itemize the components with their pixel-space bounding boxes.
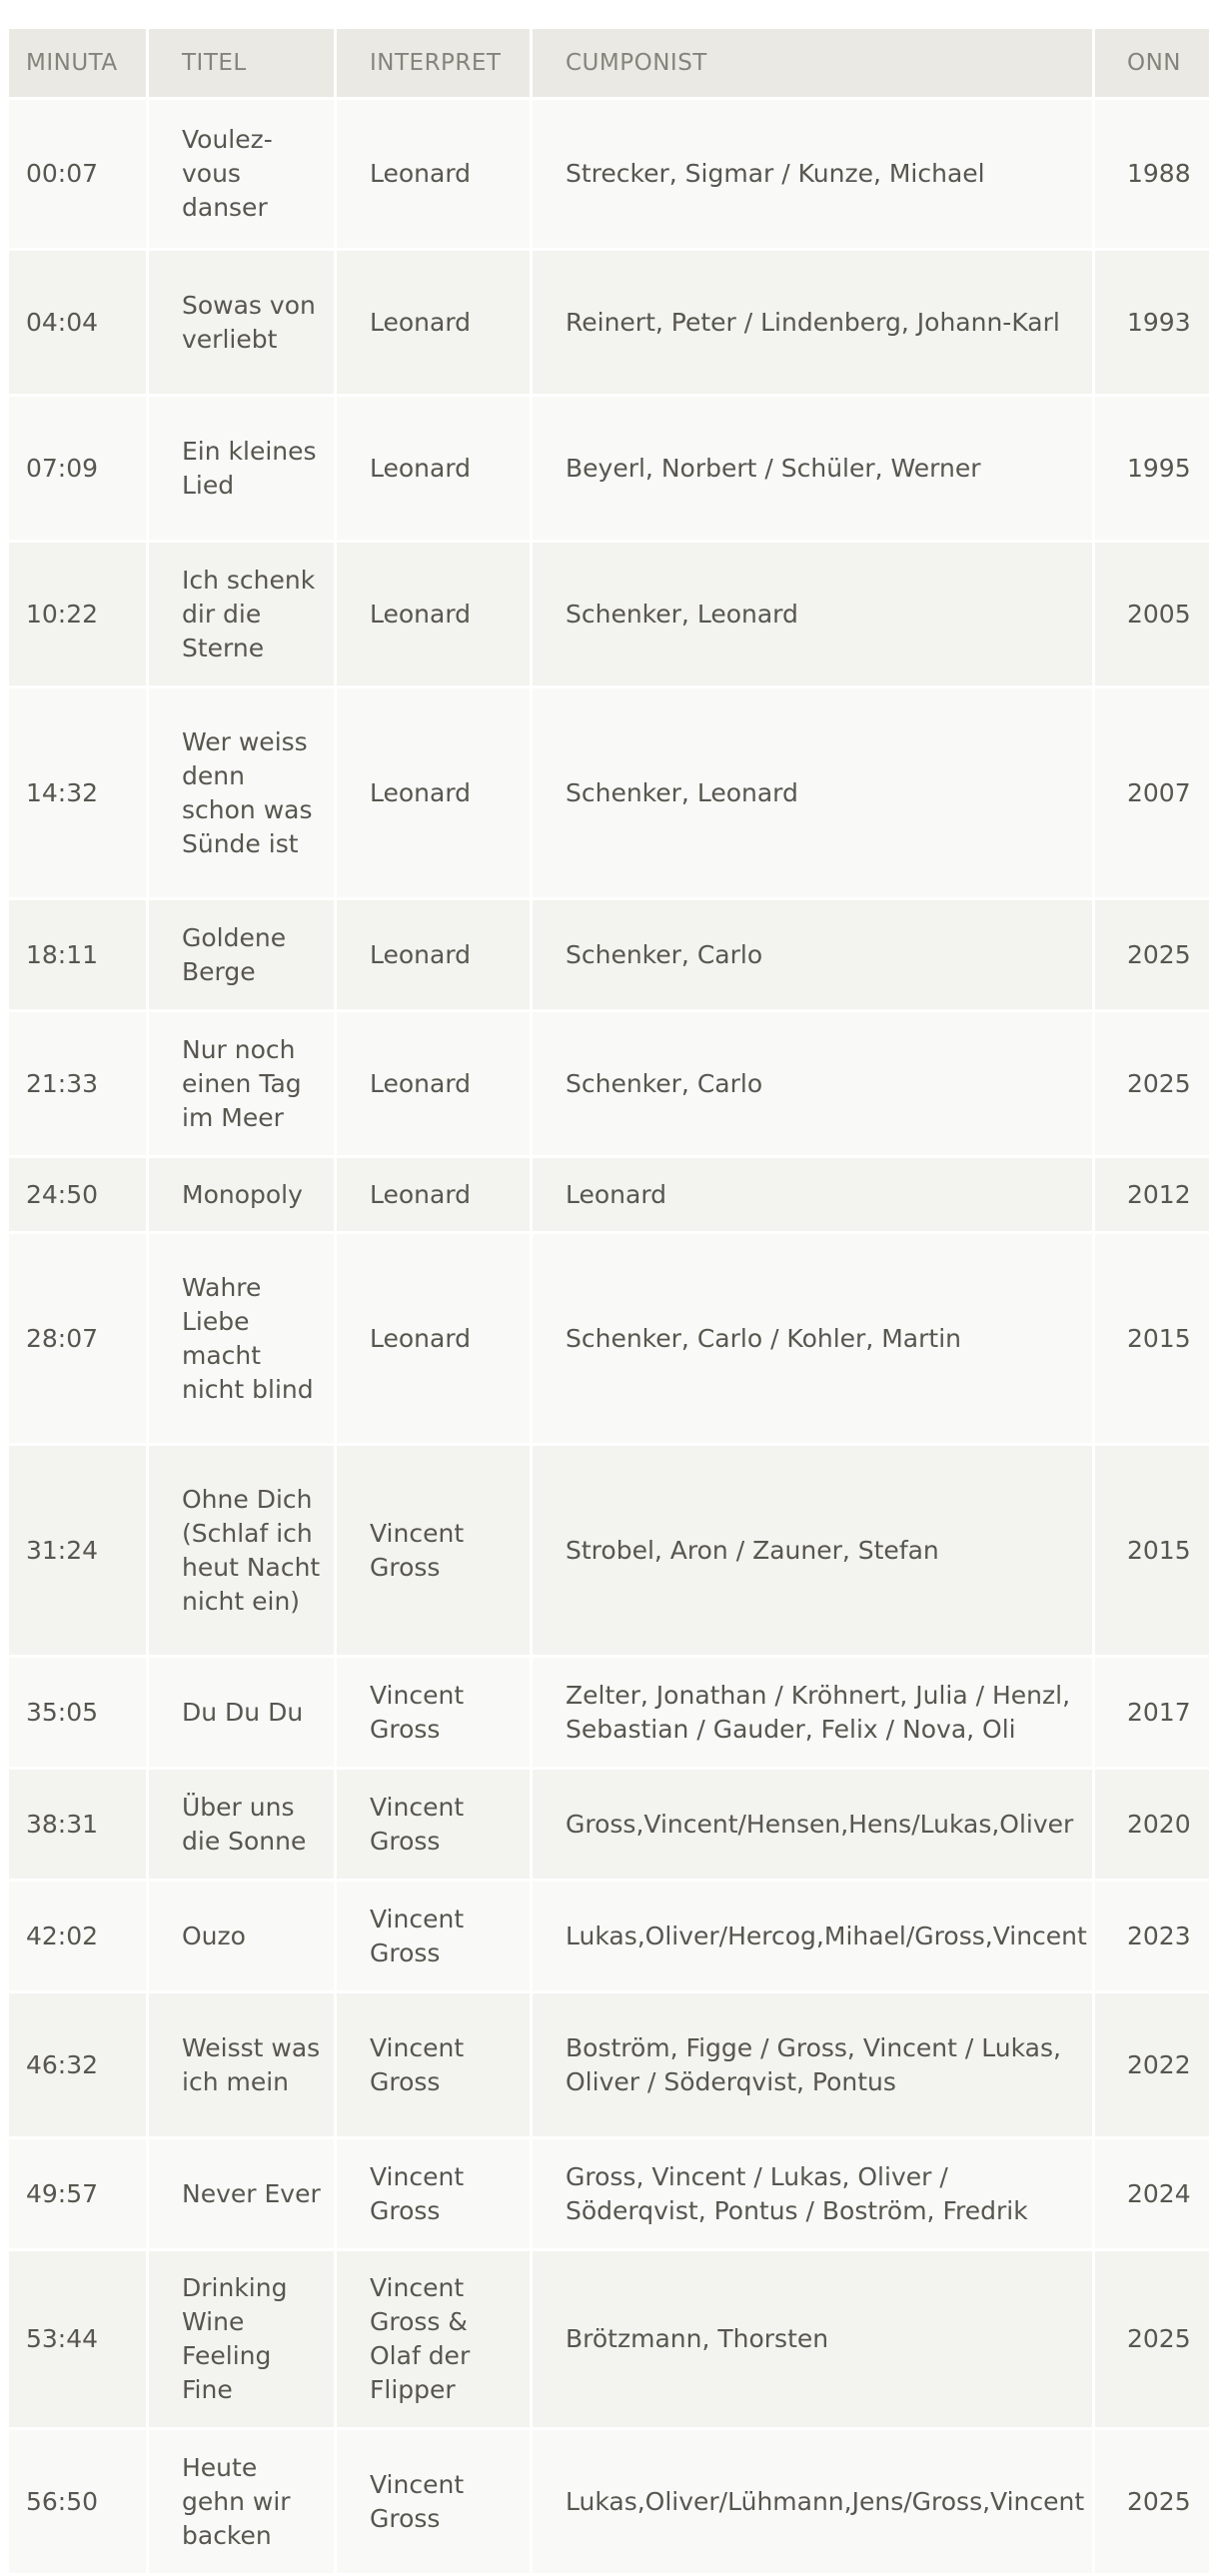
cell-interpret: Vincent Gross & Olaf der Flipper — [337, 2251, 530, 2427]
cell-year: 2024 — [1095, 2139, 1209, 2248]
playlist-table-container — [9, 29, 1209, 2576]
cell-year: 2005 — [1095, 543, 1209, 685]
cell-year: 1995 — [1095, 397, 1209, 540]
cell-year: 2012 — [1095, 1158, 1209, 1231]
cell-title: Heute gehn wir backen — [149, 2430, 334, 2573]
cell-minute: 14:32 — [9, 688, 146, 897]
cell-composer: Beyerl, Norbert / Schüler, Werner — [533, 397, 1092, 540]
cell-title: Weisst was ich mein — [149, 1993, 334, 2136]
cell-year: 2022 — [1095, 1993, 1209, 2136]
cell-minute: 18:11 — [9, 900, 146, 1009]
cell-interpret: Leonard — [337, 900, 530, 1009]
cell-minute: 53:44 — [9, 2251, 146, 2427]
cell-interpret: Leonard — [337, 543, 530, 685]
header-composer: CUMPONIST — [533, 29, 1092, 97]
table-row — [9, 100, 1209, 248]
cell-year: 1993 — [1095, 251, 1209, 394]
cell-year: 2017 — [1095, 1658, 1209, 1767]
table-row — [9, 1770, 1209, 1879]
table-row — [9, 1012, 1209, 1155]
cell-interpret: Leonard — [337, 100, 530, 248]
cell-minute: 49:57 — [9, 2139, 146, 2248]
cell-title: Nur noch einen Tag im Meer — [149, 1012, 334, 1155]
header-interpret: INTERPRET — [337, 29, 530, 97]
cell-composer: Leonard — [533, 1158, 1092, 1231]
cell-interpret: Leonard — [337, 688, 530, 897]
table-header-row — [9, 29, 1209, 97]
cell-composer: Gross, Vincent / Lukas, Oliver / Söderqvist, Pontus / Boström, Fredrik — [533, 2139, 1092, 2248]
cell-minute: 46:32 — [9, 1993, 146, 2136]
cell-title: Goldene Berge — [149, 900, 334, 1009]
cell-minute: 28:07 — [9, 1234, 146, 1443]
table-row — [9, 688, 1209, 897]
table-row — [9, 2139, 1209, 2248]
cell-composer: Lukas,Oliver/Hercog,Mihael/Gross,Vincent — [533, 1882, 1092, 1990]
cell-composer: Boström, Figge / Gross, Vincent / Lukas, Oliver / Söderqvist, Pontus — [533, 1993, 1092, 2136]
cell-year: 2015 — [1095, 1234, 1209, 1443]
table-row — [9, 1446, 1209, 1655]
cell-interpret: Leonard — [337, 1012, 530, 1155]
cell-year: 2025 — [1095, 2430, 1209, 2573]
header-title: TITEL — [149, 29, 334, 97]
table-row — [9, 1158, 1209, 1231]
cell-interpret: Leonard — [337, 1234, 530, 1443]
cell-title: Ohne Dich (Schlaf ich heut Nacht nicht ein) — [149, 1446, 334, 1655]
table-row — [9, 1234, 1209, 1443]
header-minute: MINUTA — [9, 29, 146, 97]
cell-interpret: Vincent Gross — [337, 1446, 530, 1655]
cell-interpret: Leonard — [337, 1158, 530, 1231]
cell-year: 2023 — [1095, 1882, 1209, 1990]
table-row — [9, 397, 1209, 540]
table-row — [9, 543, 1209, 685]
cell-title: Ein kleines Lied — [149, 397, 334, 540]
cell-interpret: Leonard — [337, 251, 530, 394]
table-body — [9, 100, 1209, 2573]
cell-year: 2025 — [1095, 1012, 1209, 1155]
cell-title: Voulez-vous danser — [149, 100, 334, 248]
cell-minute: 00:07 — [9, 100, 146, 248]
cell-interpret: Vincent Gross — [337, 2430, 530, 2573]
cell-year: 2007 — [1095, 688, 1209, 897]
cell-composer: Schenker, Carlo / Kohler, Martin — [533, 1234, 1092, 1443]
cell-minute: 07:09 — [9, 397, 146, 540]
cell-composer: Strecker, Sigmar / Kunze, Michael — [533, 100, 1092, 248]
playlist-table — [6, 26, 1212, 2576]
cell-title: Sowas von verliebt — [149, 251, 334, 394]
cell-title: Wahre Liebe macht nicht blind — [149, 1234, 334, 1443]
cell-year: 2025 — [1095, 900, 1209, 1009]
cell-interpret: Vincent Gross — [337, 2139, 530, 2248]
cell-composer: Zelter, Jonathan / Kröhnert, Julia / Henzl, Sebastian / Gauder, Felix / Nova, Oli — [533, 1658, 1092, 1767]
cell-title: Monopoly — [149, 1158, 334, 1231]
cell-composer: Reinert, Peter / Lindenberg, Johann-Karl — [533, 251, 1092, 394]
cell-interpret: Vincent Gross — [337, 1770, 530, 1879]
cell-composer: Brötzmann, Thorsten — [533, 2251, 1092, 2427]
table-row — [9, 1993, 1209, 2136]
cell-minute: 31:24 — [9, 1446, 146, 1655]
cell-minute: 38:31 — [9, 1770, 146, 1879]
cell-composer: Schenker, Leonard — [533, 543, 1092, 685]
cell-composer: Schenker, Leonard — [533, 688, 1092, 897]
cell-minute: 56:50 — [9, 2430, 146, 2573]
cell-title: Du Du Du — [149, 1658, 334, 1767]
cell-minute: 35:05 — [9, 1658, 146, 1767]
cell-title: Ouzo — [149, 1882, 334, 1990]
cell-minute: 42:02 — [9, 1882, 146, 1990]
table-row — [9, 2251, 1209, 2427]
cell-interpret: Leonard — [337, 397, 530, 540]
table-row — [9, 1882, 1209, 1990]
cell-composer: Gross,Vincent/Hensen,Hens/Lukas,Oliver — [533, 1770, 1092, 1879]
cell-minute: 24:50 — [9, 1158, 146, 1231]
cell-title: Never Ever — [149, 2139, 334, 2248]
cell-title: Wer weiss denn schon was Sünde ist — [149, 688, 334, 897]
cell-title: Über uns die Sonne — [149, 1770, 334, 1879]
cell-minute: 10:22 — [9, 543, 146, 685]
table-row — [9, 1658, 1209, 1767]
cell-composer: Schenker, Carlo — [533, 1012, 1092, 1155]
cell-minute: 04:04 — [9, 251, 146, 394]
table-row — [9, 251, 1209, 394]
cell-composer: Lukas,Oliver/Lühmann,Jens/Gross,Vincent — [533, 2430, 1092, 2573]
cell-interpret: Vincent Gross — [337, 1658, 530, 1767]
cell-title: Drinking Wine Feeling Fine — [149, 2251, 334, 2427]
cell-interpret: Vincent Gross — [337, 1882, 530, 1990]
cell-interpret: Vincent Gross — [337, 1993, 530, 2136]
cell-year: 2015 — [1095, 1446, 1209, 1655]
cell-year: 2020 — [1095, 1770, 1209, 1879]
header-year: ONN — [1095, 29, 1209, 97]
cell-year: 1988 — [1095, 100, 1209, 248]
cell-minute: 21:33 — [9, 1012, 146, 1155]
table-row — [9, 900, 1209, 1009]
cell-composer: Strobel, Aron / Zauner, Stefan — [533, 1446, 1092, 1655]
cell-composer: Schenker, Carlo — [533, 900, 1092, 1009]
cell-title: Ich schenk dir die Sterne — [149, 543, 334, 685]
cell-year: 2025 — [1095, 2251, 1209, 2427]
